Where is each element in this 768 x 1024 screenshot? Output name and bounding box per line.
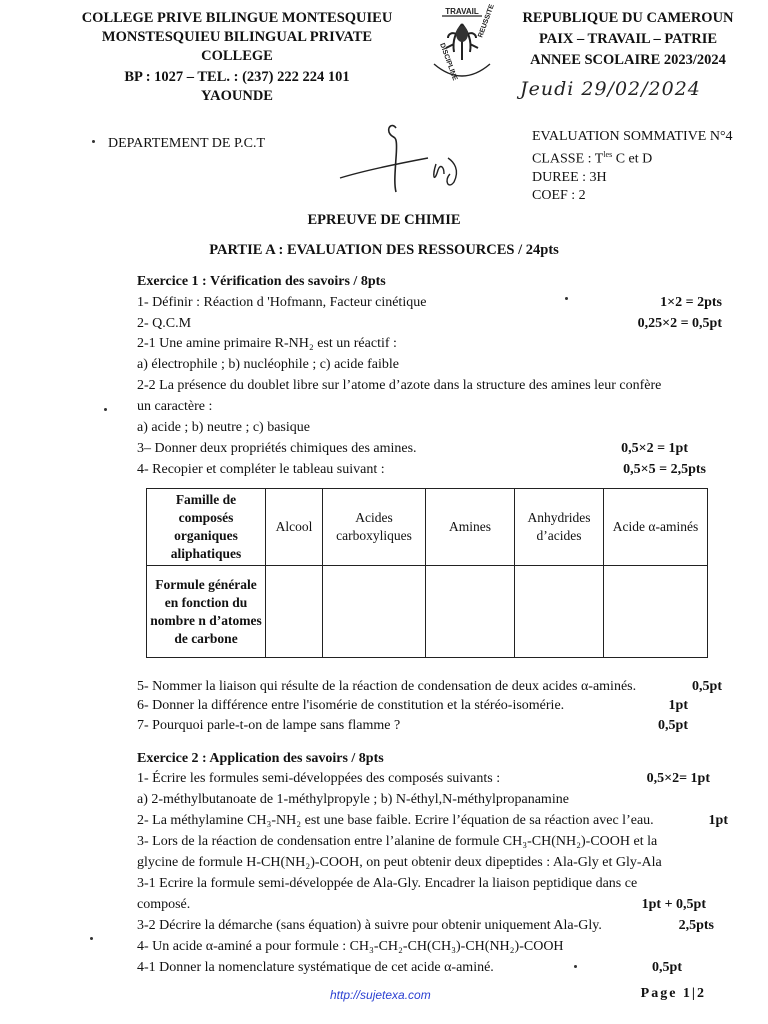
exercise-1-title: Exercice 1 : Vérification des savoirs / 8pts (137, 274, 386, 289)
school-year: ANNEE SCOLAIRE 2023/2024 (530, 52, 726, 68)
table-col-alcool: Alcool (266, 489, 323, 566)
coef-label: COEF : 2 (532, 187, 586, 203)
table-head-formula: Formule générale en fonction du nombre n d’atomes de carbone (147, 566, 266, 658)
ex2-q4: 4- Un acide α-aminé a pour formule : CH₃-CH₂-CH(CH₃)-CH(NH₂)-COOH (137, 939, 564, 954)
ex2-q4-1: 4-1 Donner la nomenclature systématique de cet acide α-aminé. 0,5pt (137, 960, 682, 975)
department: DEPARTEMENT DE P.C.T (108, 136, 266, 151)
scan-speck (92, 140, 95, 143)
evaluation-label: EVALUATION SOMMATIVE N°4 (532, 129, 733, 144)
ex2-q1-options: a) 2-méthylbutanoate de 1-méthylpropyle ; b) N-éthyl,N-méthylpropanamine (137, 792, 569, 807)
table-row (147, 566, 708, 658)
scan-speck (574, 965, 577, 968)
scan-speck (90, 937, 93, 940)
exercise-2-title: Exercice 2 : Application des savoirs / 8pts (137, 751, 384, 766)
ex1-q2-2-options: a) acide ; b) neutre ; c) basique (137, 420, 310, 435)
country-motto: PAIX – TRAVAIL – PATRIE (538, 31, 718, 47)
exam-info (532, 128, 733, 205)
table-cell-empty (323, 566, 426, 658)
table-cell-empty (266, 566, 323, 658)
ex1-q2-2: 2-2 La présence du doublet libre sur l’atome d’azote dans la structure des amines leur confère (137, 378, 662, 393)
table-cell-empty (604, 566, 708, 658)
ex1-q7: 7- Pourquoi parle-t-on de lampe sans flamme ? 0,5pt (137, 718, 688, 733)
ex1-q2-1: 2-1 Une amine primaire R-NH₂ est un réactif : (137, 336, 397, 351)
ex1-q3: 3– Donner deux propriétés chimiques des amines. 0,5×2 = 1pt (137, 441, 688, 456)
exam-title: EPREUVE DE CHIMIE (307, 212, 461, 228)
ex2-q2: 2- La méthylamine CH₃-NH₂ est une base faible. Ecrire l’équation de sa réaction avec l’eau. 1pt (137, 813, 728, 828)
ex1-q2-1-options: a) électrophile ; b) nucléophile ; c) acide faible (137, 357, 399, 372)
table-cell-empty (515, 566, 604, 658)
page-number: Page 1|2 (640, 986, 706, 1001)
ex1-q1: 1- Définir : Réaction d 'Hofmann, Facteur cinétique 1×2 = 2pts (137, 295, 722, 310)
school-logo (418, 4, 506, 88)
signature (336, 118, 486, 203)
table-col-acide-amines: Acide α-aminés (604, 489, 708, 566)
ex2-q3b: glycine de formule H-CH(NH₂)-COOH, on peut obtenir deux dipeptides : Ala-Gly et Gly-Ala (137, 855, 662, 870)
ex2-q3-2: 3-2 Décrire la démarche (sans équation) à suivre pour obtenir uniquement Ala-Gly. 2,5pts (137, 918, 714, 933)
source-link[interactable]: http://sujetexa.com (330, 988, 431, 1002)
table-cell-empty (426, 566, 515, 658)
school-contact: BP : 1027 – TEL. : (237) 222 224 101 (124, 69, 350, 85)
country-name: REPUBLIQUE DU CAMEROUN (522, 10, 734, 26)
scan-speck (565, 297, 568, 300)
part-title: PARTIE A : EVALUATION DES RESSOURCES / 24pts (209, 242, 559, 258)
table-col-anhydrides: Anhydrides d’acides (515, 489, 604, 566)
school-city: YAOUNDE (201, 88, 273, 104)
svg-text:TRAVAIL: TRAVAIL (445, 7, 479, 16)
ex2-q3a: 3- Lors de la réaction de condensation entre l’alanine de formule CH₃-CH(NH₂)-COOH et la (137, 834, 658, 849)
class-label: CLASSE : $T^{les}$ C et D (532, 150, 653, 167)
table-col-amines: Amines (426, 489, 515, 566)
svg-text:REUSSITE: REUSSITE (477, 4, 496, 39)
school-name-en-2: COLLEGE (201, 48, 273, 64)
school-name-fr: COLLEGE PRIVE BILINGUE MONTESQUIEU (81, 10, 393, 26)
duration-label: DUREE : 3H (532, 169, 607, 185)
scan-speck (104, 408, 107, 411)
handwritten-date: Jeudi 29/02/2024 (520, 78, 701, 100)
ex1-q4: 4- Recopier et compléter le tableau suivant : 0,5×5 = 2,5pts (137, 462, 706, 477)
ex1-q6: 6- Donner la différence entre l'isomérie de constitution et la stéréo-isomérie. 1pt (137, 698, 688, 713)
families-table (146, 488, 708, 658)
ex1-q2: 2- Q.C.M 0,25×2 = 0,5pt (137, 316, 722, 331)
table-col-acides: Acides carboxyliques (323, 489, 426, 566)
school-name-en: MONSTESQUIEU BILINGUAL PRIVATE (101, 29, 373, 45)
table-head-family: Famille de composés organiques aliphatiques (147, 489, 266, 566)
ex1-q5: 5- Nommer la liaison qui résulte de la réaction de condensation de deux acides α-aminés. 0,5pt (137, 679, 722, 694)
ex2-q3-1b: composé. 1pt + 0,5pt (137, 897, 706, 912)
ex2-q1: 1- Écrire les formules semi-développées des composés suivants : 0,5×2= 1pt (137, 771, 710, 786)
svg-text:DISCIPLINE: DISCIPLINE (438, 42, 459, 82)
ex1-q2-2b: un caractère : (137, 399, 213, 414)
table-row (147, 489, 708, 566)
ex2-q3-1a: 3-1 Ecrire la formule semi-développée de Ala-Gly. Encadrer la liaison peptidique dans ce (137, 876, 638, 891)
